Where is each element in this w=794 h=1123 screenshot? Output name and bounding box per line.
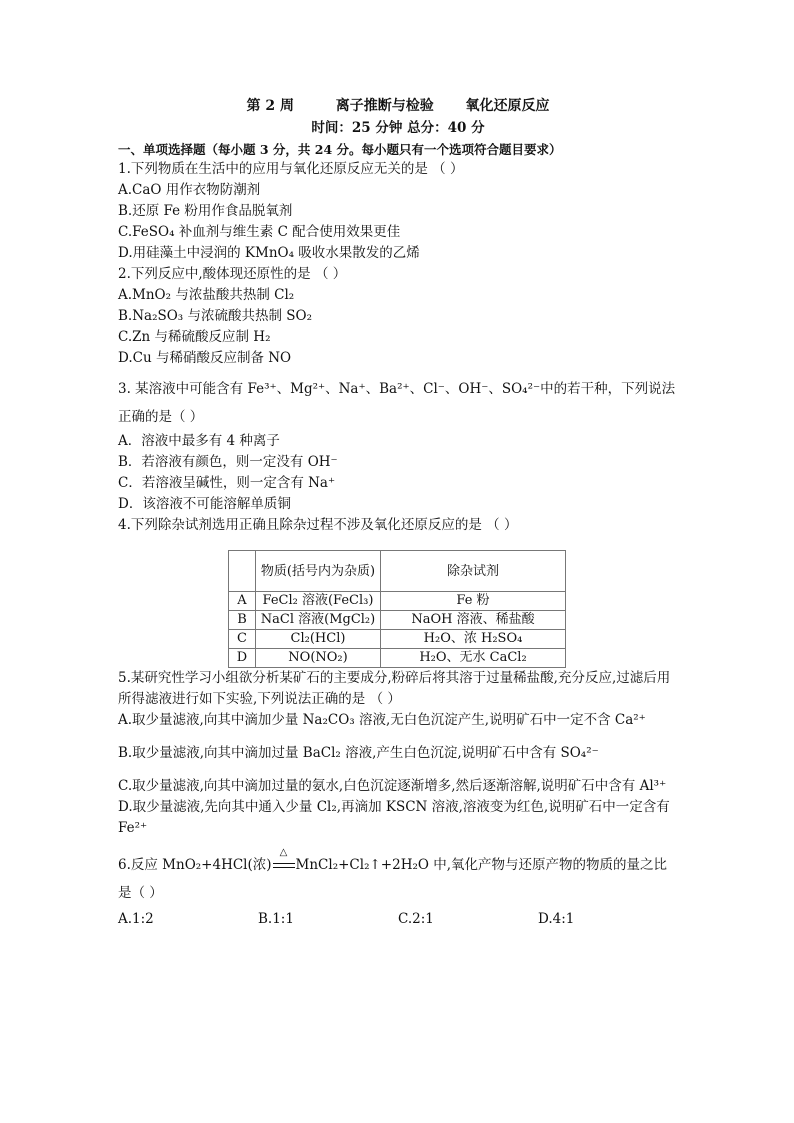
table-row [229, 649, 566, 668]
table-header-cell: 除杂试剂 [381, 551, 566, 592]
option-c: C．若溶液呈碱性，则一定含有 Na⁺ [118, 475, 336, 491]
option-d: D．该溶液不可能溶解单质铜 [118, 496, 291, 512]
option-c: C.FeSO₄ 补血剂与维生素 C 配合使用效果更佳 [118, 224, 401, 240]
week-label: 第 2 周 [246, 98, 294, 114]
question-5 [118, 668, 678, 839]
heat-symbol: △ [279, 847, 288, 858]
option-d: D.Cu 与稀硝酸反应制备 NO [118, 350, 292, 366]
table-header-cell [229, 551, 256, 592]
option-a: A.CaO 用作衣物防潮剂 [118, 182, 261, 198]
question-stem: 4.下列除杂试剂选用正确且除杂过程不涉及氧化还原反应的是 （ ） [118, 517, 518, 533]
question-stem-part-1: 6.反应 MnO₂+4HCl(浓) [118, 857, 272, 873]
table-cell: D [229, 649, 256, 668]
table-cell: H₂O、浓 H₂SO₄ [381, 630, 566, 649]
table-cell: NO(NO₂) [256, 649, 381, 668]
option-d: D.用硅藻土中浸润的 KMnO₄ 吸收水果散发的乙烯 [118, 245, 420, 261]
table-cell: A [229, 592, 256, 611]
table-cell: C [229, 630, 256, 649]
table-cell: Fe 粉 [381, 592, 566, 611]
question-2 [118, 264, 678, 369]
table-row [229, 592, 566, 611]
table-cell: B [229, 611, 256, 630]
options-row [118, 909, 678, 930]
topic-1: 离子推断与检验 [335, 98, 434, 114]
impurity-table [228, 550, 566, 668]
question-stem: 1.下列物质在生活中的应用与氧化还原反应无关的是 （ ） [118, 161, 464, 177]
option-a: A.1:2 [118, 911, 154, 927]
table-header-cell: 物质(括号内为杂质) [256, 551, 381, 592]
option-a: A．溶液中最多有 4 种离子 [118, 433, 280, 449]
table-row [229, 630, 566, 649]
section-heading: 一、单项选择题（每小题 3 分，共 24 分。每小题只有一个选项符合题目要求） [118, 142, 562, 157]
question-4 [118, 515, 678, 668]
table-cell: H₂O、无水 CaCl₂ [381, 649, 566, 668]
option-c: C.取少量滤液,向其中滴加过量的氨水,白色沉淀逐渐增多,然后逐渐溶解,说明矿石中含有 Al³⁺ [118, 778, 667, 794]
question-6 [118, 847, 678, 930]
table-cell: FeCl₂ 溶液(FeCl₃) [256, 592, 381, 611]
option-b: B．若溶液有颜色，则一定没有 OH⁻ [118, 454, 338, 470]
option-d: D.取少量滤液,先向其中通入少量 Cl₂,再滴加 KSCN 溶液,溶液变为红色,说明矿石中一定含有 Fe²⁺ [118, 799, 670, 836]
option-c: C.2:1 [398, 911, 434, 927]
option-d: D.4:1 [538, 911, 575, 927]
page-title [118, 96, 678, 118]
table-header-row [229, 551, 566, 592]
option-a: A.取少量滤液,向其中滴加少量 Na₂CO₃ 溶液,无白色沉淀产生,说明矿石中一定不含 Ca²⁺ [118, 712, 646, 728]
question-stem: 5.某研究性学习小组欲分析某矿石的主要成分,粉碎后将其溶于过量稀盐酸,充分反应,过滤后用所得滤液进行如下实验,下列说法正确的是 （ ） [118, 670, 671, 707]
option-b: B.Na₂SO₃ 与浓硫酸共热制 SO₂ [118, 308, 313, 324]
topic-2: 氧化还原反应 [465, 98, 550, 114]
question-stem: 3. 某溶液中可能含有 Fe³⁺、Mg²⁺、Na⁺、Ba²⁺、Cl⁻、OH⁻、SO₄²⁻中的若干种，下列说法正确的是（ ） [118, 381, 676, 425]
question-stem-part-2: MnCl₂+Cl₂↑+2H₂O 中,氧化产物与还原产物的物质的量之比是（ ） [118, 857, 668, 901]
option-b: B.取少量滤液,向其中滴加过量 BaCl₂ 溶液,产生白色沉淀,说明矿石中含有 SO₄²⁻ [118, 745, 599, 761]
table-cell: NaCl 溶液(MgCl₂) [256, 611, 381, 630]
option-a: A.MnO₂ 与浓盐酸共热制 Cl₂ [118, 287, 295, 303]
exam-meta: 时间：25 分钟 总分：40 分 [311, 120, 485, 136]
question-stem: 2.下列反应中,酸体现还原性的是 （ ） [118, 266, 347, 282]
question-1 [118, 159, 678, 264]
question-3 [118, 375, 678, 515]
table-cell: Cl₂(HCl) [256, 630, 381, 649]
reaction-arrow [272, 847, 296, 879]
option-b: B.还原 Fe 粉用作食品脱氧剂 [118, 203, 293, 219]
option-b: B.1:1 [258, 911, 294, 927]
exam-page [118, 96, 678, 930]
table-row [229, 611, 566, 630]
table-cell: NaOH 溶液、稀盐酸 [381, 611, 566, 630]
option-c: C.Zn 与稀硫酸反应制 H₂ [118, 329, 271, 345]
